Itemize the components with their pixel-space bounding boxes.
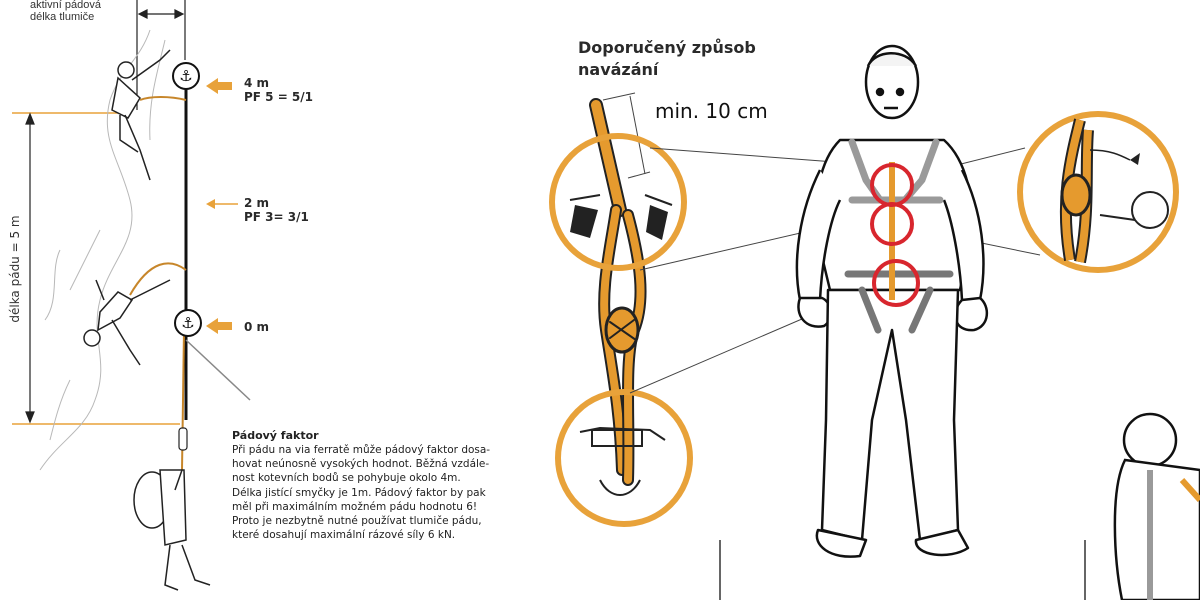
fall-factor-title: Pádový faktor: [232, 429, 319, 442]
svg-text:⚓: ⚓: [179, 67, 193, 85]
fall-factor-line: měl při maximálním možném pádu hodnotu 6!: [232, 500, 478, 513]
marker-2m: [244, 196, 309, 224]
man-figure: [797, 46, 987, 557]
marker-4m: [244, 76, 313, 104]
lower-cable: [186, 340, 250, 400]
marker-2m-factor: PF 3= 3/1: [244, 210, 309, 224]
rope-detail-strand: [596, 105, 641, 480]
marker-4m-factor: PF 5 = 5/1: [244, 90, 314, 104]
shock-absorber-label-line1: aktivní pádová: [30, 0, 101, 11]
anchor-top: [173, 63, 199, 89]
marker-4m-height: 4 m: [244, 76, 270, 90]
marker-2m-height: 2 m: [244, 196, 270, 210]
fall-factor-line: Proto je nezbytně nutné používat tlumiče pádu,: [232, 515, 482, 528]
fall-length-label: délka pádu = 5 m: [8, 215, 22, 323]
shock-absorber-pack: [179, 428, 187, 450]
arrow-4m: [206, 78, 232, 94]
fall-factor-line: hovat neúnosně vysokých hodnot. Běžná vzdále-: [232, 458, 490, 471]
svg-text:⚓: ⚓: [181, 314, 195, 332]
fall-factor-line: Při pádu na via ferratě může pádový faktor dosa-: [232, 444, 491, 456]
fall-factor-body: [232, 443, 512, 542]
anchor-bottom: [175, 310, 201, 336]
recommended-tie-in-title: [578, 37, 756, 81]
ground-sketch: [720, 540, 1085, 600]
detail-circle-knot: [1020, 114, 1176, 270]
arrow-2m: [206, 199, 238, 209]
partial-climber-figure: [1115, 414, 1200, 600]
title-line2: navázání: [578, 60, 659, 79]
shock-absorber-label: [30, 0, 101, 23]
min-length-label: min. 10 cm: [655, 99, 768, 123]
marker-0m: [244, 320, 269, 334]
arrow-0m: [206, 318, 232, 334]
climber-hanging-figure: [134, 470, 210, 590]
fall-factor-line: které dosahují maximální rázové síly 6 kN.: [232, 529, 456, 542]
marker-0m-height: 0 m: [244, 320, 270, 334]
fall-length-label-wrap: [0, 215, 80, 323]
shock-absorber-label-line2: délka tlumiče: [30, 11, 95, 23]
fall-factor-line: Délka jistící smyčky je 1m. Pádový faktor by pak: [232, 486, 486, 499]
fall-factor-textblock: [232, 429, 512, 542]
title-line1: Doporučený způsob: [578, 38, 756, 57]
fall-factor-line: nost kotevních bodů se pohybuje okolo 4m.: [232, 472, 461, 485]
rock-wall-sketch: [40, 30, 165, 470]
